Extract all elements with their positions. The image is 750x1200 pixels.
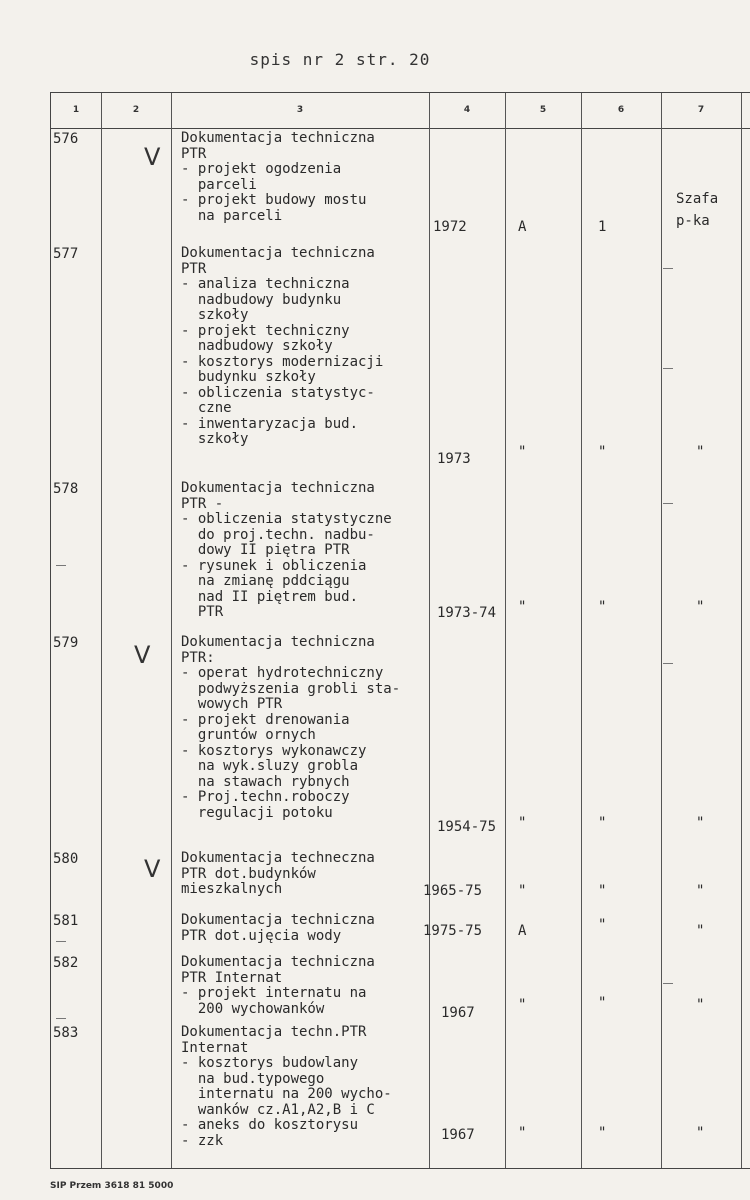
entry-number: 582 [53,955,79,971]
entry-category: " [518,444,527,460]
margin-dash [56,1018,66,1019]
column-divider [505,93,506,1168]
margin-dash [663,368,673,369]
entry-year: 1965-75 [423,883,483,899]
entry-number: 581 [53,913,79,929]
entry-year: 1967 [441,1005,475,1021]
page-title: spis nr 2 str. 20 [249,50,431,69]
cabinet-note: Szafa p-ka [676,191,719,229]
entry-location: " [696,444,705,460]
entry-location: " [696,1125,705,1141]
header-col-6: 6 [617,105,625,115]
entry-location: " [696,997,705,1013]
entry-number: 579 [53,635,79,651]
entry-volume-count: " [598,599,607,615]
column-divider [101,93,102,1168]
entry-location: " [696,923,705,939]
margin-dash [56,565,66,566]
column-divider [661,93,662,1168]
entry-year: 1973-74 [437,605,497,621]
table-header [51,93,750,129]
entry-location: " [696,599,705,615]
entry-volume-count: " [598,995,607,1011]
check-mark: V [144,143,161,171]
header-col-2: 2 [132,105,140,115]
entry-description: Dokumentacja techniczna PTR: - operat hydrotechniczny podwyższenia grobli sta- wowych PTR - projekt drenowania gruntów ornych - kosztorys wykonawczy na wyk.sluzy grobla na stawach rybnych - Proj.techn.roboczy regulacji potoku [181,634,401,821]
entry-number: 578 [53,481,79,497]
entry-number: 577 [53,246,79,262]
inventory-table [50,92,750,1169]
entry-volume-count: " [598,917,607,933]
entry-volume-count: " [598,815,607,831]
header-col-5: 5 [539,105,547,115]
margin-dash [663,983,673,984]
column-divider [741,93,742,1168]
entry-category: " [518,1125,527,1141]
entry-category: " [518,883,527,899]
header-col-7: 7 [697,105,705,115]
entry-description: Dokumentacja techniczna PTR Internat - projekt internatu na 200 wychowanków [181,954,375,1017]
entry-year: 1972 [433,219,467,235]
entry-description: Dokumentacja techniczna PTR - analiza techniczna nadbudowy budynku szkoły - projekt techniczny nadbudowy szkoły - kosztorys modernizacji budynku szkoły - obliczenia statystyc- czne - inwentaryzacja bud. szkoły [181,245,384,447]
margin-dash [663,268,673,269]
entry-year: 1954-75 [437,819,497,835]
entry-year: 1967 [441,1127,475,1143]
entry-location: " [696,815,705,831]
check-mark: V [144,855,161,883]
entry-description: Dokumentacja techniczna PTR - - obliczenia statystyczne do proj.techn. nadbu- dowy II piętra PTR - rysunek i obliczenia na zmianę pddciągu nad II piętrem bud. PTR [181,480,392,620]
entry-category: " [518,599,527,615]
entry-volume-count: " [598,444,607,460]
entry-category: A [518,219,527,235]
entry-description: Dokumentacja techniczna PTR - projekt ogodzenia parceli - projekt budowy mostu na parceli [181,130,375,224]
entry-number: 580 [53,851,79,867]
print-imprint: SIP Przem 3618 81 5000 [50,1181,174,1191]
column-divider [581,93,582,1168]
entry-category: A [518,923,527,939]
entry-description: Dokumentacja techniczna PTR dot.ujęcia wody [181,912,375,944]
entry-category: " [518,997,527,1013]
header-col-1: 1 [72,105,80,115]
entry-volume-count: " [598,1125,607,1141]
entry-year: 1973 [437,451,471,467]
entry-year: 1975-75 [423,923,483,939]
entry-volume-count: " [598,883,607,899]
check-mark: V [134,641,151,669]
margin-dash [56,941,66,942]
entry-number: 583 [53,1025,79,1041]
entry-description: Dokumentacja techn.PTR Internat - kosztorys budowlany na bud.typowego internatu na 200 wycho- wanków cz.A1,A2,B i C - aneks do kosztorysu - zzk [181,1024,392,1149]
margin-dash [663,663,673,664]
column-divider [171,93,172,1168]
entry-category: " [518,815,527,831]
entry-description: Dokumentacja techneczna PTR dot.budynków mieszkalnych [181,850,375,897]
entry-location: " [696,883,705,899]
margin-dash [663,503,673,504]
entry-volume-count: 1 [598,219,607,235]
entry-number: 576 [53,131,79,147]
header-col-4: 4 [463,105,471,115]
header-col-3: 3 [296,105,304,115]
